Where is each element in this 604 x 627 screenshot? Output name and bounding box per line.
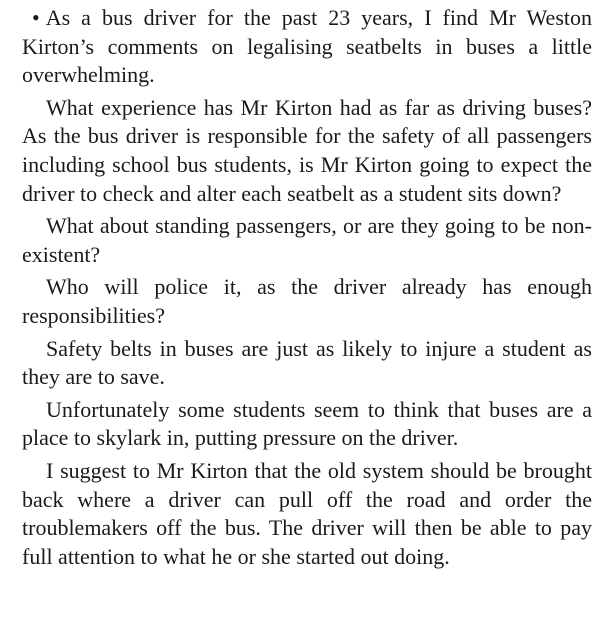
paragraph-2: What experience has Mr Kirton had as far as driving buses? As the bus driver is responsible for the safety of all passengers including school bus students, is Mr Kirton going to expect the driver to check and alter each seatbelt as a student sits down? <box>22 94 592 206</box>
paragraph-7: I suggest to Mr Kirton that the old system should be brought back where a driver can pull off the road and order the troublemakers off the bus. The driver will then be able to pay full attention to what he or she started out doing. <box>22 457 592 569</box>
paragraph-4: Who will police it, as the driver already has enough responsibilities? <box>22 274 592 328</box>
bullet-mark: • <box>32 5 40 30</box>
paragraph-5: Safety belts in buses are just as likely to injure a student as they are to save. <box>22 335 592 390</box>
paragraph-6: Unfortunately some students seem to think that buses are a place to skylark in, putting pressure on the driver. <box>22 396 592 451</box>
paragraph-1 <box>22 4 592 90</box>
paragraph-3: What about standing passengers, or are they going to be non-existent? <box>22 213 592 267</box>
paragraph-1-text: As a bus driver for the past 23 years, I find Mr Weston Kirton’s comments on legalising seatbelts in buses a little overwhelming. <box>22 5 592 88</box>
